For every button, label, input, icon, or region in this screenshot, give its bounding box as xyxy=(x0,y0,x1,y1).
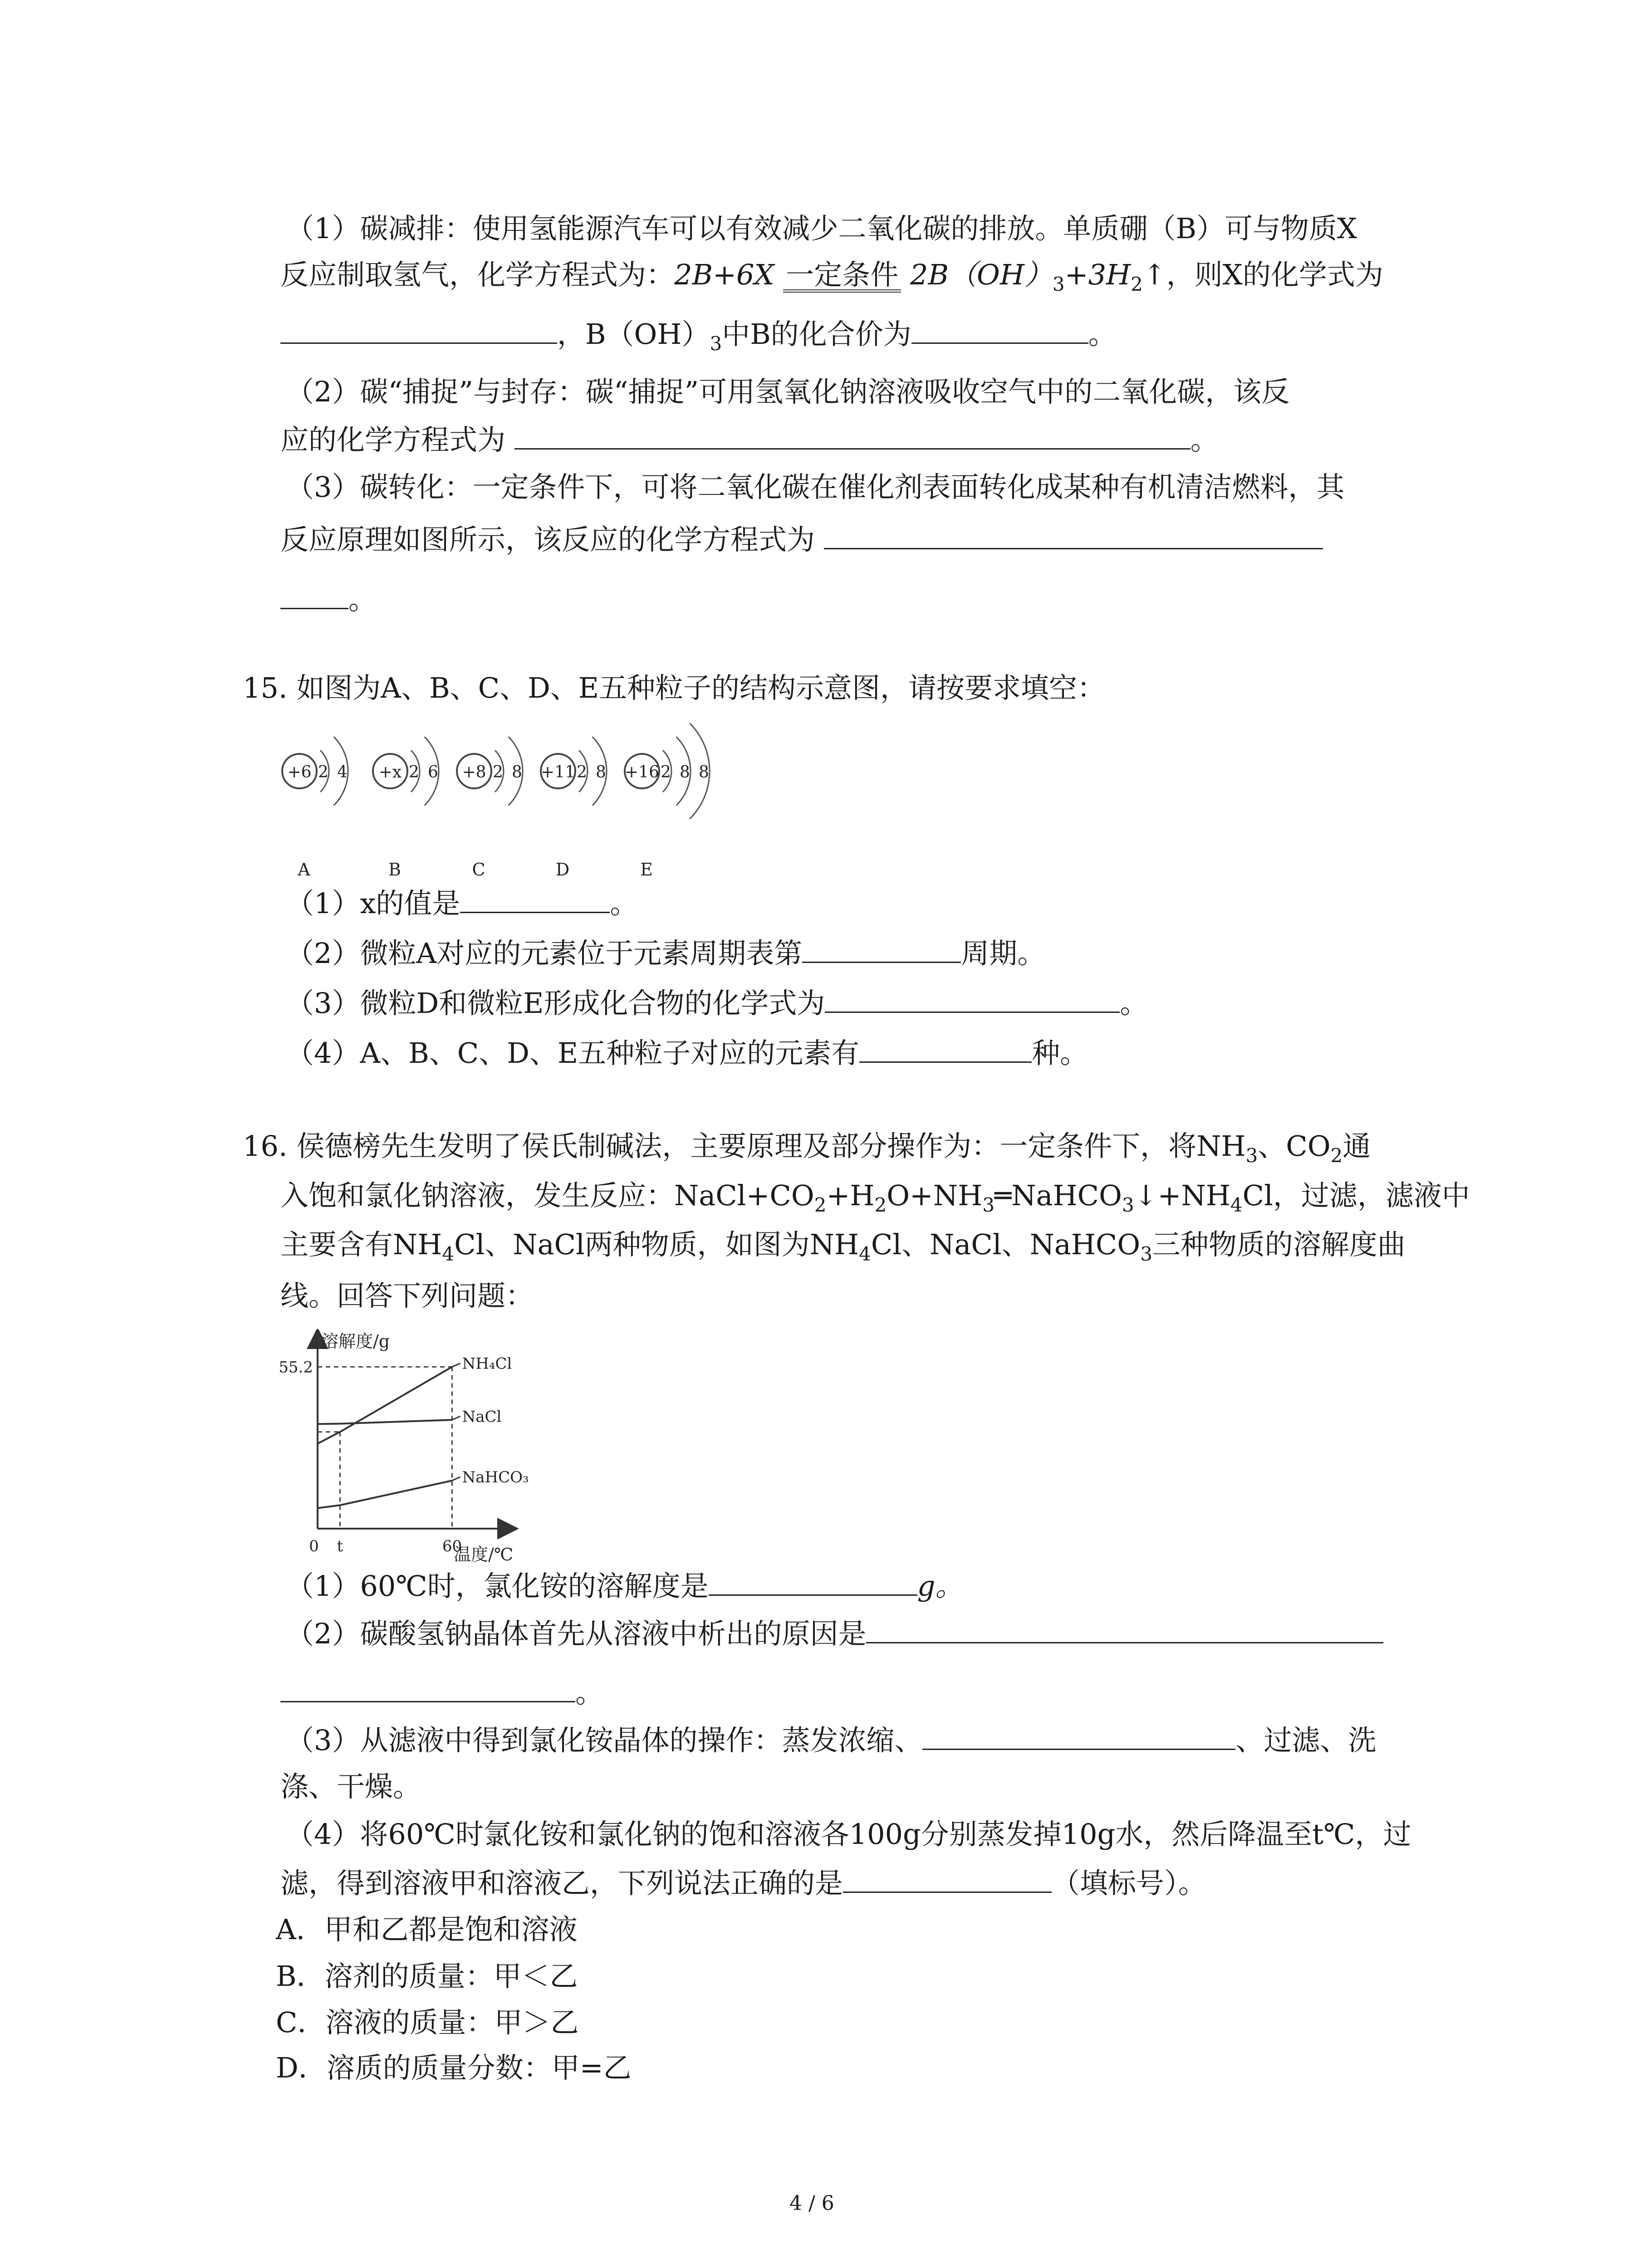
subscript: 3 xyxy=(1052,273,1065,295)
series-leader xyxy=(452,1477,460,1481)
q16-q4-cont xyxy=(280,1864,1206,1901)
series-leader xyxy=(452,1416,460,1420)
q14-p1-line2 xyxy=(280,257,1383,293)
answer-blank-equation-3b[interactable] xyxy=(280,581,348,609)
subscript: 4 xyxy=(859,1243,871,1265)
electron-count: 2 xyxy=(318,763,328,782)
electron-count: 2 xyxy=(493,763,503,782)
particle-label: A xyxy=(298,860,310,880)
period: 。 xyxy=(348,583,377,616)
q16-text: ═NaHCO xyxy=(994,1179,1122,1212)
electron-count: 6 xyxy=(428,763,438,782)
q14-p3-text: 反应原理如图所示，该反应的化学方程式为 xyxy=(280,523,815,556)
q16-q3 xyxy=(286,1721,1376,1758)
answer-blank-x-value[interactable] xyxy=(460,885,610,913)
nucleus-charge: +8 xyxy=(462,763,486,782)
answer-blank-equation-2[interactable] xyxy=(514,421,1190,450)
electron-count: 8 xyxy=(596,763,606,782)
subscript: 2 xyxy=(874,1194,887,1216)
q16-q3-end: 、过滤、洗 xyxy=(1235,1724,1376,1757)
option-c[interactable]: C．溶液的质量：甲＞乙 xyxy=(276,2006,579,2039)
subscript: 4 xyxy=(1230,1194,1243,1216)
series-leader xyxy=(452,1363,460,1367)
q16-q4-end: （填标号）。 xyxy=(1052,1867,1207,1900)
answer-blank-equation-3a[interactable] xyxy=(824,521,1323,549)
q16-text: +H xyxy=(826,1179,875,1212)
period: 。 xyxy=(575,1676,604,1709)
electron-count: 8 xyxy=(680,763,690,782)
electron-count: 8 xyxy=(512,763,522,782)
q16-line3 xyxy=(280,1227,1406,1265)
particle-label: E xyxy=(640,860,653,880)
q15-q4-end: 种。 xyxy=(1032,1036,1088,1070)
q15-q4-text: （4）A、B、C、D、E五种粒子对应的元素有 xyxy=(286,1036,860,1070)
x-axis-label: 温度/℃ xyxy=(454,1545,514,1564)
particle-c xyxy=(457,737,523,880)
atomic-structure-diagram xyxy=(272,708,726,889)
eq-end: ↑，则X的化学式为 xyxy=(1142,258,1383,291)
subscript: 3 xyxy=(710,332,722,355)
q14-p1-text3b: 中B的化合价为 xyxy=(722,318,911,351)
period: 。 xyxy=(1088,318,1117,351)
q14-p1-text: 反应制取氢气，化学方程式为： xyxy=(280,258,675,291)
answer-blank-element-count[interactable] xyxy=(859,1034,1032,1063)
q15-q1 xyxy=(286,885,638,921)
particle-d xyxy=(541,737,607,880)
q16-text: O+NH xyxy=(887,1179,983,1212)
series-label: NaHCO₃ xyxy=(462,1468,529,1487)
curve-nh4cl xyxy=(318,1367,452,1443)
q16-text: Cl、NaCl两种物质，如图为NH xyxy=(454,1228,859,1261)
q15-q3 xyxy=(286,984,1148,1021)
q16-q3-cont: 涤、干燥。 xyxy=(280,1770,421,1803)
subscript: 2 xyxy=(1330,1144,1343,1167)
q14-p3-line3 xyxy=(280,581,377,617)
series-label: NH₄Cl xyxy=(462,1354,512,1373)
q16-text: 16. 侯德榜先生发明了侯氏制碱法，主要原理及部分操作为：一定条件下，将NH xyxy=(243,1129,1246,1163)
q14-p2-line2 xyxy=(280,421,1219,458)
q15-q4 xyxy=(286,1034,1088,1071)
subscript: 3 xyxy=(982,1194,995,1216)
eq-right: 2B（OH） xyxy=(910,258,1053,291)
q16-text: ↓+NH xyxy=(1134,1179,1230,1212)
nucleus-charge: +11 xyxy=(541,763,575,782)
particle-label: B xyxy=(388,860,401,880)
eq-right-b: +3H xyxy=(1064,258,1131,291)
answer-blank-solubility[interactable] xyxy=(709,1567,917,1596)
electron-count: 2 xyxy=(409,763,419,782)
period: 。 xyxy=(1190,423,1219,456)
electron-count: 4 xyxy=(337,763,348,782)
x-tick-label: 0 xyxy=(309,1537,319,1555)
curve-nacl xyxy=(318,1420,452,1424)
page-number: 4 / 6 xyxy=(789,2192,834,2215)
answer-blank-reason-b[interactable] xyxy=(280,1674,575,1702)
answer-blank-choice[interactable] xyxy=(843,1864,1052,1893)
nucleus-charge: +6 xyxy=(287,763,312,782)
q14-p1-line1: （1）碳减排：使用氢能源汽车可以有效减少二氧化碳的排放。单质硼（B）可与物质X xyxy=(286,212,1357,245)
period: 。 xyxy=(610,887,638,920)
q16-line2 xyxy=(280,1178,1470,1216)
answer-blank-reason-a[interactable] xyxy=(866,1615,1383,1643)
particle-a xyxy=(282,737,348,880)
nucleus-charge: +16 xyxy=(625,763,659,782)
answer-blank-operation[interactable] xyxy=(922,1721,1235,1750)
subscript: 3 xyxy=(1122,1194,1134,1216)
particle-b xyxy=(373,737,439,880)
answer-blank-valence[interactable] xyxy=(911,315,1088,344)
q16-q1 xyxy=(286,1567,963,1604)
q16-q1-unit: g。 xyxy=(917,1569,964,1603)
q16-q1-text: （1）60℃时，氯化铵的溶解度是 xyxy=(286,1569,709,1603)
subscript: 4 xyxy=(442,1243,455,1265)
period: 。 xyxy=(1120,987,1148,1020)
particle-e xyxy=(625,723,710,880)
q14-p1-text3a: ，B（OH） xyxy=(557,318,710,351)
option-b[interactable]: B．溶剂的质量：甲＜乙 xyxy=(276,1960,578,1993)
subscript: 2 xyxy=(814,1194,827,1216)
particle-label: C xyxy=(472,860,485,880)
nucleus-charge: +x xyxy=(378,763,402,782)
q15-q2 xyxy=(286,934,1045,971)
electron-count: 2 xyxy=(577,763,587,782)
subscript: 3 xyxy=(1245,1144,1258,1167)
series-label: NaCl xyxy=(462,1408,502,1426)
q16-text: 主要含有NH xyxy=(280,1228,442,1261)
x-tick-label: t xyxy=(337,1537,343,1555)
q16-q2 xyxy=(286,1615,1383,1652)
answer-blank-period[interactable] xyxy=(802,934,961,963)
q16-text: 、CO xyxy=(1258,1129,1331,1163)
option-d[interactable]: D．溶质的质量分数：甲=乙 xyxy=(276,2051,632,2084)
q16-text: Cl、NaCl、NaHCO xyxy=(871,1228,1141,1261)
y-tick-label: 55.2 xyxy=(279,1358,313,1377)
q16-text: Cl，过滤，滤液中 xyxy=(1242,1179,1470,1212)
q16-line1 xyxy=(243,1129,1371,1167)
subscript: 2 xyxy=(1131,273,1143,295)
curve-nahco3 xyxy=(318,1481,452,1508)
q14-p1-line3 xyxy=(280,315,1117,355)
q16-text: 入饱和氯化钠溶液，发生反应：NaCl+CO xyxy=(280,1179,814,1212)
q16-q4-text: 滤，得到溶液甲和溶液乙，下列说法正确的是 xyxy=(280,1867,843,1900)
q16-line4: 线。回答下列问题： xyxy=(280,1279,534,1312)
q15-stem: 15. 如图为A、B、C、D、E五种粒子的结构示意图，请按要求填空： xyxy=(243,671,1106,704)
subscript: 3 xyxy=(1140,1243,1152,1265)
eq-condition: 一定条件 xyxy=(783,260,901,293)
q16-q2-cont xyxy=(280,1674,603,1711)
q15-q2-end: 周期。 xyxy=(961,937,1046,970)
solubility-chart xyxy=(272,1329,590,1569)
y-axis-label: 溶解度/g xyxy=(321,1331,390,1351)
q14-p2-text: 应的化学方程式为 xyxy=(280,423,506,456)
particle-label: D xyxy=(555,860,570,880)
answer-blank-x-formula[interactable] xyxy=(280,315,557,344)
electron-count: 8 xyxy=(699,763,709,782)
q16-q2-text: （2）碳酸氢钠晶体首先从溶液中析出的原因是 xyxy=(286,1617,867,1650)
answer-blank-compound[interactable] xyxy=(825,984,1120,1013)
q16-q3-text: （3）从滤液中得到氯化铵晶体的操作：蒸发浓缩、 xyxy=(286,1724,923,1757)
q16-text: 通 xyxy=(1342,1129,1371,1163)
q16-q4: （4）将60℃时氯化铵和氯化钠的饱和溶液各100g分别蒸发掉10g水，然后降温至t℃，过 xyxy=(286,1818,1411,1851)
electron-count: 2 xyxy=(661,763,671,782)
q14-p3-line1: （3）碳转化：一定条件下，可将二氧化碳在催化剂表面转化成某种有机清洁燃料，其 xyxy=(286,470,1345,503)
x-tick-label: 60 xyxy=(442,1537,462,1555)
q16-text: 三种物质的溶解度曲 xyxy=(1152,1228,1406,1261)
q14-p2-line1: （2）碳“捕捉”与封存：碳“捕捉”可用氢氧化钠溶液吸收空气中的二氧化碳，该反 xyxy=(286,375,1290,408)
q15-q2-text: （2）微粒A对应的元素位于元素周期表第 xyxy=(286,937,803,970)
q15-q3-text: （3）微粒D和微粒E形成化合物的化学式为 xyxy=(286,987,825,1020)
option-a[interactable]: A．甲和乙都是饱和溶液 xyxy=(276,1913,578,1946)
q15-q1-text: （1）x的值是 xyxy=(286,887,460,920)
q14-p3-line2 xyxy=(280,521,1323,557)
eq-left: 2B+6X xyxy=(674,258,774,291)
